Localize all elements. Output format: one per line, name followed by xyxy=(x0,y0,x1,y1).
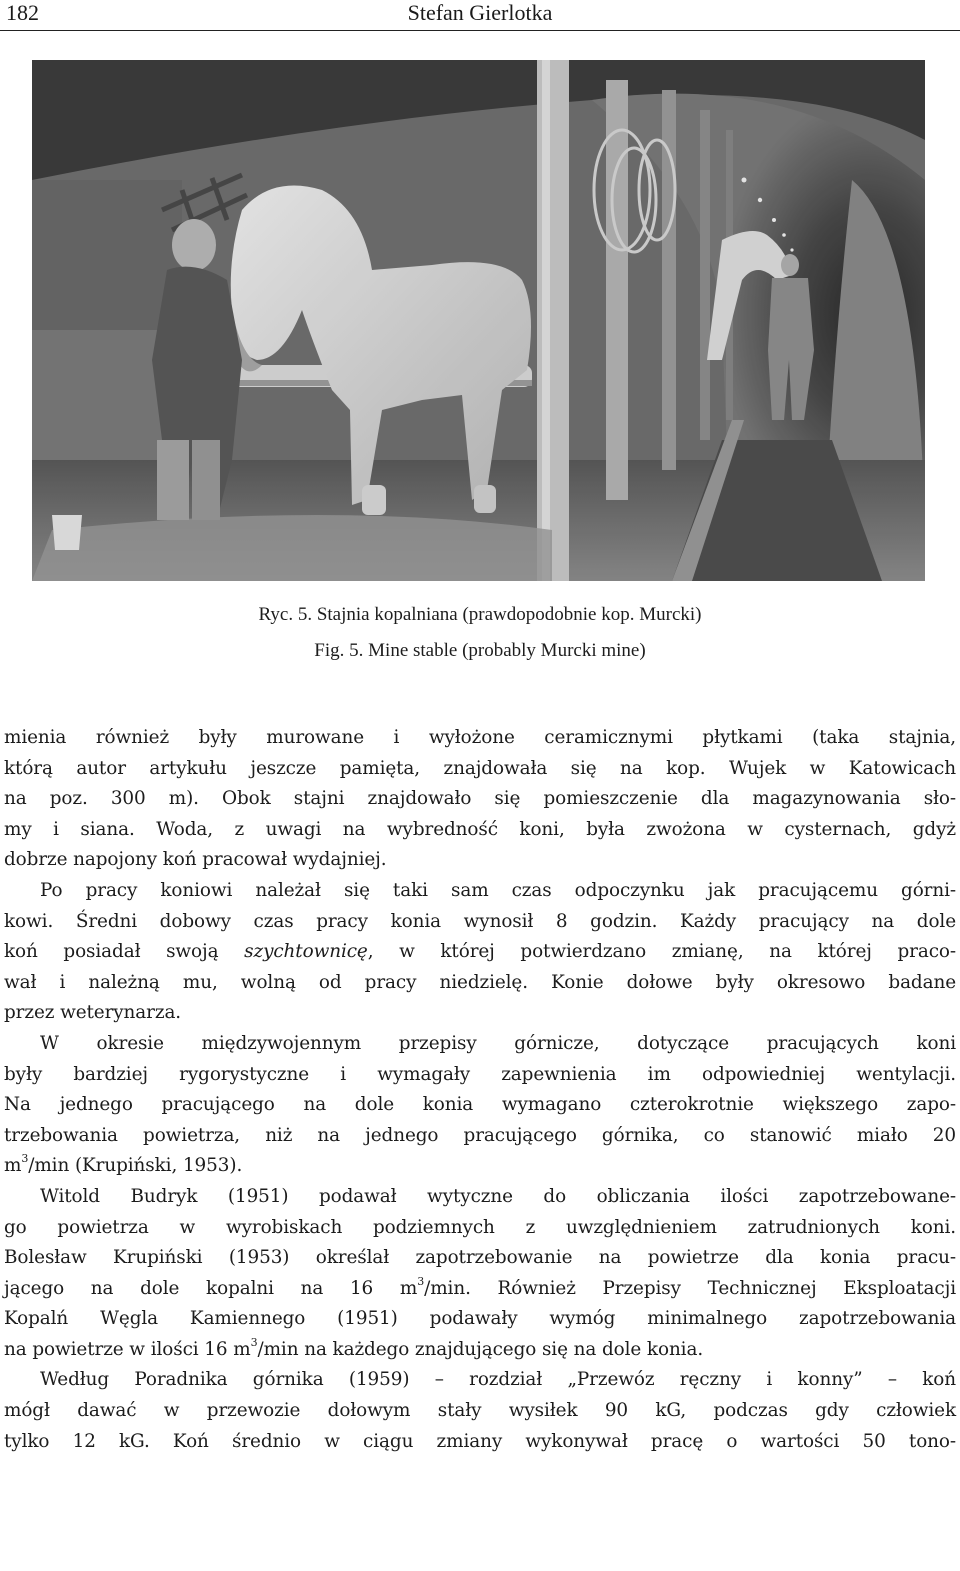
page-number: 182 xyxy=(6,0,39,25)
text-line: wał i należną mu, wolną od pracy niedzielę. Konie dołowe były okresowo badane xyxy=(4,971,956,993)
text-line: my i siana. Woda, z uwagi na wybredność koni, była zwożona w cysternach, gdyż xyxy=(4,818,956,840)
text-run: , w której potwierdzano zmianę, na której praco- xyxy=(367,941,956,963)
text-line: na poz. 300 m). Obok stajni znajdowało się pomieszczenie dla magazynowania sło- xyxy=(4,788,956,810)
superscript: 3 xyxy=(417,1274,425,1288)
text-run: /min (Krupiński, 1953). xyxy=(28,1155,243,1177)
text-line: Na jednego pracującego na dole konia wymagano czterokrotnie większego zapo- xyxy=(4,1094,956,1116)
text-run: koń posiadał swoją xyxy=(4,941,245,963)
running-head-author: Stefan Gierlotka xyxy=(407,0,553,25)
text-line: mienia również były murowane i wyłożone ceramicznymi płytkami (taka stajnia, xyxy=(4,727,956,748)
text-line: Witold Budryk (1951) podawał wytyczne do obliczania ilości zapotrzebowane- xyxy=(40,1185,956,1207)
text-line: mógł dawać w przewozie dołowym stały wysiłek 90 kG, podczas gdy człowiek xyxy=(4,1400,956,1422)
text-run: na powietrze w ilości 16 m xyxy=(4,1338,251,1360)
text-line: przez weterynarza. xyxy=(4,1002,182,1024)
text-run: /min na każdego znajdującego się na dole konia. xyxy=(257,1338,704,1360)
text-line: którą autor artykułu jeszcze pamięta, znajdowała się na kop. Wujek w Katowicach xyxy=(4,757,956,779)
text-line: były bardziej rygorystyczne i wymagały zapewnienia im odpowiedniej wentylacji. xyxy=(4,1063,956,1085)
text-line xyxy=(4,937,956,968)
text-run: /min. Również Przepisy Technicznej Eksploatacji xyxy=(424,1277,956,1299)
text-line xyxy=(4,1151,956,1182)
figure-caption-polish: Ryc. 5. Stajnia kopalniana (prawdopodobnie kop. Murcki) xyxy=(258,604,702,625)
text-run: jącego na dole kopalni na 16 m xyxy=(4,1277,418,1299)
text-run: m xyxy=(4,1155,22,1177)
text-line xyxy=(4,1274,956,1305)
italic-term: szychtownicę xyxy=(244,941,368,963)
text-line: Bolesław Krupiński (1953) określał zapotrzebowanie na powietrze dla konia pracu- xyxy=(4,1247,956,1269)
text-line: W okresie międzywojennym przepisy górnicze, dotyczące pracujących koni xyxy=(40,1032,956,1054)
superscript: 3 xyxy=(250,1335,258,1349)
text-line xyxy=(4,1335,956,1366)
photo-illustration xyxy=(32,60,925,581)
figure-photo-mine-stable xyxy=(32,60,925,581)
text-line: kowi. Średni dobowy czas pracy konia wynosił 8 godzin. Każdy pracujący na dole xyxy=(4,910,956,932)
text-line: dobrze napojony koń pracował wydajniej. xyxy=(4,849,387,871)
running-head xyxy=(0,0,960,31)
text-line: Po pracy koniowi należał się taki sam czas odpoczynku jak pracującemu górni- xyxy=(40,879,956,901)
text-line: Kopalń Węgla Kamiennego (1951) podawały wymóg minimalnego zapotrzebowania xyxy=(4,1308,956,1330)
text-line: Według Poradnika górnika (1959) – rozdział „Przewóz ręczny i konny” – koń xyxy=(40,1369,956,1391)
superscript: 3 xyxy=(21,1152,29,1166)
text-line: trzebowania powietrza, niż na jednego pracującego górnika, co stanowić miało 20 xyxy=(4,1124,956,1146)
body-text xyxy=(4,723,956,1457)
text-line: tylko 12 kG. Koń średnio w ciągu zmiany wykonywał pracę o wartości 50 tono- xyxy=(4,1430,956,1452)
text-line: go powietrza w wyrobiskach podziemnych z uwzględnieniem zatrudnionych koni. xyxy=(4,1216,956,1238)
figure-caption-english: Fig. 5. Mine stable (probably Murcki mine) xyxy=(314,640,646,661)
